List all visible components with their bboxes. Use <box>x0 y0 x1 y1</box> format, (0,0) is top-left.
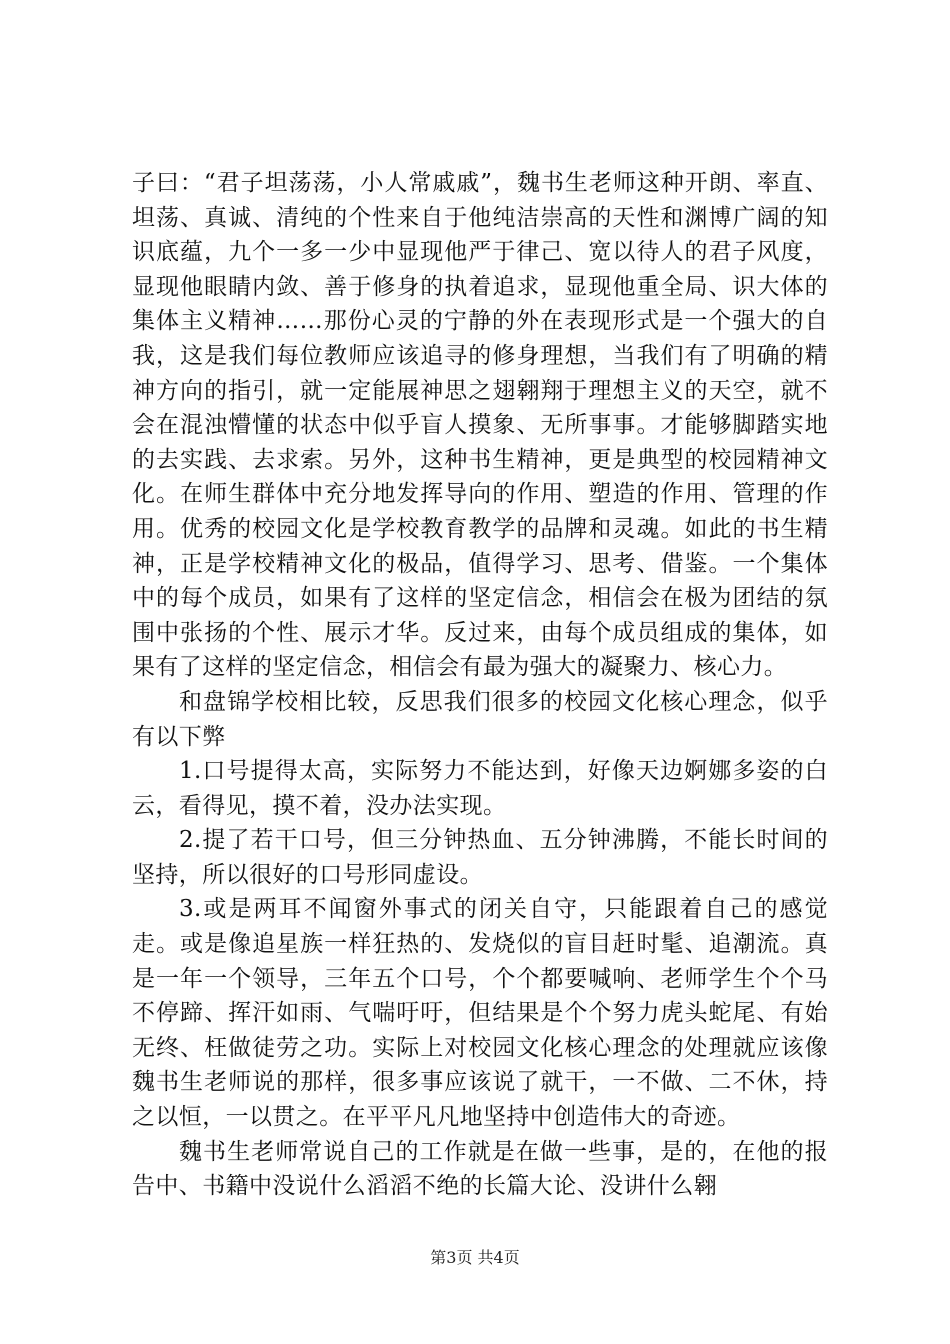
paragraph-comparison: 和盘锦学校相比较，反思我们很多的校园文化核心理念，似乎有以下弊 <box>132 688 828 750</box>
list-item-1: 1.口号提得太高，实际努力不能达到，好像天边婀娜多姿的白云，看得见，摸不着，没办法实现。 <box>132 758 828 819</box>
paragraph-closing: 魏书生老师常说自己的工作就是在做一些事，是的，在他的报告中、书籍中没说什么滔滔不绝的长篇大论、没讲什么翱 <box>132 1138 828 1200</box>
page-footer: 第3页 共4页 <box>430 1248 520 1267</box>
list-item-2: 2.提了若干口号，但三分钟热血、五分钟沸腾，不能长时间的坚持，所以很好的口号形同虚设。 <box>132 827 828 888</box>
paragraph-continuation: 子曰：“君子坦荡荡，小人常戚戚”，魏书生老师这种开朗、率直、坦荡、真诚、清纯的个性来自于他纯洁崇高的天性和渊博广阔的知识底蕴，九个一多一少中显现他严于律己、宽以待人的君子风度，显现他眼睛内敛、善于修身的执着追求，显现他重全局、识大体的集体主义精神……那份心灵的宁静的外在表现形式是一个强大的自我，这是我们每位教师应该追寻的修身理想，当我们有了明确的精神方向的指引，就一定能展神思之翅翱翔于理想主义的天空，就不会在混浊懵懂的状态中似乎盲人摸象、无所事事。才能够脚踏实地的去实践、去求索。另外，这种书生精神，更是典型的校园精神文化。在师生群体中充分地发挥导向的作用、塑造的作用、管理的作用。优秀的校园文化是学校教育教学的品牌和灵魂。如此的书生精神，正是学校精神文化的极品，值得学习、思考、借鉴。一个集体中的每个成员，如果有了这样的坚定信念，相信会在极为团结的氛围中张扬的个性、展示才华。反过来，由每个成员组成的集体，如果有了这样的坚定信念，相信会有最为强大的凝聚力、核心力。 <box>132 170 828 681</box>
body-text <box>132 166 828 1204</box>
list-item-3: 3.或是两耳不闻窗外事式的闭关自守，只能跟着自己的感觉走。或是像追星族一样狂热的、发烧似的盲目赶时髦、追潮流。真是一年一个领导，三年五个口号，个个都要喊响、老师学生个个马不停蹄、挥汗如雨、气喘吁吁，但结果是个个努力虎头蛇尾、有始无终、枉做徒劳之功。实际上对校园文化核心理念的处理就应该像魏书生老师说的那样，很多事应该说了就干，一不做、二不休，持之以恒，一以贯之。在平平凡凡地坚持中创造伟大的奇迹。 <box>132 896 828 1131</box>
